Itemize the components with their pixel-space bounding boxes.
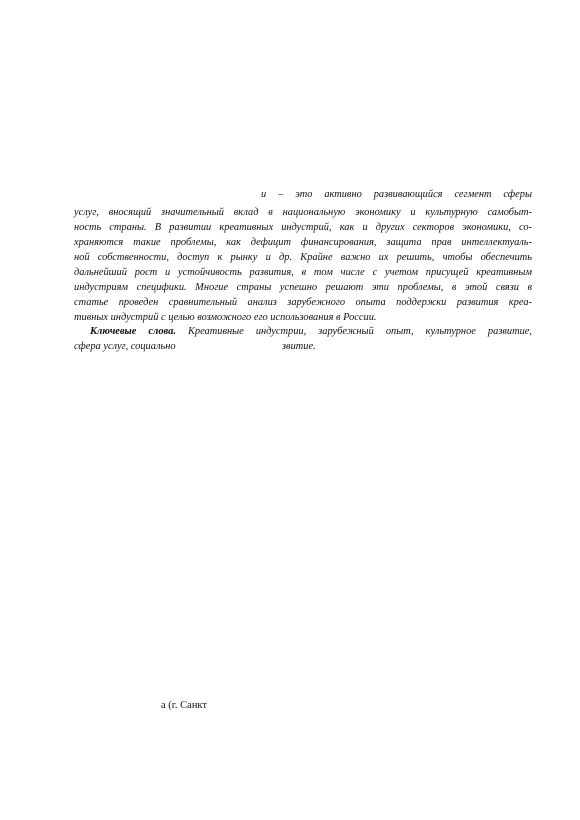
keywords-label: Ключевые слова. <box>90 326 176 337</box>
abstract-line-9: тивных индустрий с целью возможного его использования в России. <box>74 312 377 323</box>
keywords-line-2-start: сфера услуг, социально <box>74 341 176 352</box>
abstract-line-5: ной собственности, доступ к рынку и др. Крайне важно их решить, чтобы обеспечить <box>74 252 532 263</box>
abstract-line-6: дальнейший рост и устойчивость развития, в том числе с учетом присущей креативным <box>74 267 532 278</box>
keywords-line-2-end: звитие. <box>282 341 316 352</box>
affiliation-fragment: а (г. Санкт <box>161 700 207 711</box>
abstract-line-8: статье проведен сравнительный анализ зарубежного опыта поддержки развития креа- <box>74 297 532 308</box>
abstract-line-4: храняются такие проблемы, как дефицит финансирования, защита прав интеллектуаль- <box>74 237 532 248</box>
keywords-line-1 <box>90 326 532 338</box>
abstract-line-2: услуг, вносящий значительный вклад в национальную экономику и культурную самобыт- <box>74 207 532 218</box>
abstract-line-3: ность страны. В развитии креативных индустрий, как и других секторов экономики, со- <box>74 222 532 233</box>
abstract-line-1: и – это активно развивающийся сегмент сферы <box>261 189 532 200</box>
keywords-text: Креативные индустрии, зарубежный опыт, культурное развитие, <box>187 326 532 337</box>
abstract-line-7: индустриям специфики. Многие страны успешно решают эти проблемы, в этой связи в <box>74 282 532 293</box>
